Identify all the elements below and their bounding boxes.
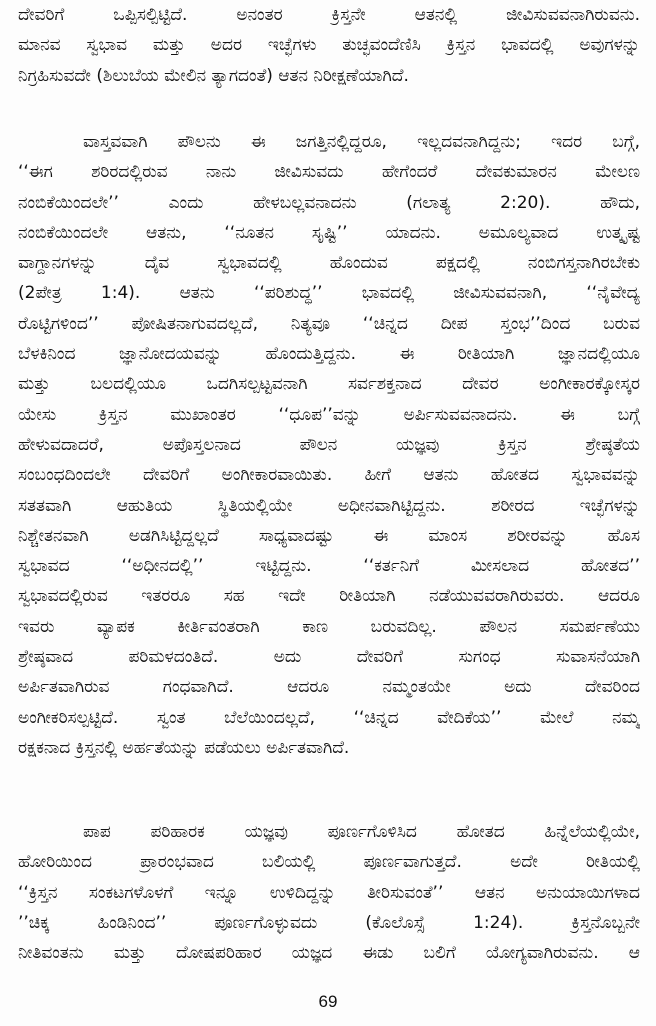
text-line: ‘‘ಈಗ ಶರಿರದಲ್ಲಿರುವ ನಾನು ಜೀವಿಸುವದು ಹೇಗೆಂದರೆ ದೇವಕುಮಾರನ ಮೇಲಣ [18, 162, 640, 183]
text-line: ನಂಬಿಕೆಯಿಂದಲೇ’’ ಎಂದು ಹೇಳಬಲ್ಲವನಾದನು (ಗಲಾತ್ಯ 2:20). ಹೌದು, [18, 192, 640, 213]
text-line: ಸ್ವಭಾವದಲ್ಲಿರುವ ಇತರರೂ ಸಹ ಇದೇ ರೀತಿಯಾಗಿ ನಡೆಯುವವರಾಗಿರುವರು. ಆದರೂ [18, 586, 640, 607]
text-line: ರೊಟ್ಟಿಗಳಿಂದ’’ ಪೋಷಿತನಾಗುವದಲ್ಲದೆ, ನಿತ್ಯವೂ ‘‘ಚಿನ್ನದ ದೀಪ ಸ್ತಂಭ’’ದಿಂದ ಬರುವ [18, 313, 640, 334]
text-line: ನಿಶ್ಚೇತನವಾಗಿ ಅಡಗಿಸಿಟ್ಟಿದ್ದಲ್ಲದೆ ಸಾಧ್ಯವಾದಷ್ಟು ಈ ಮಾಂಸ ಶರೀರವನ್ನು ಹೊಸ [18, 525, 640, 546]
paragraph-2 [18, 127, 640, 763]
text-line: ಅರ್ಪಿತವಾಗಿರುವ ಗಂಧವಾಗಿದೆ. ಆದರೂ ನಮ್ಮಂತಯೇ ಅದು ದೇವರಿಂದ [18, 677, 640, 698]
text-line: ‘‘ಕ್ರಿಸ್ತನ ಸಂಕಟಗಳೊಳಗೆ ಇನ್ನೂ ಉಳಿದಿದ್ದನ್ನು ತೀರಿಸುವಂತೆ’’ ಆತನ ಅನುಯಾಯಿಗಳಾದ [18, 882, 640, 903]
text-line: ಅಂಗೀಕರಿಸಲ್ಪಟ್ಟಿದೆ. ಸ್ವಂತ ಬೆಲೆಯಿಂದಲ್ಲದೆ, ‘‘ಚಿನ್ನದ ವೇದಿಕೆಯ’’ ಮೇಲೆ ನಮ್ಮ [18, 707, 640, 728]
text-line: ಸಂಬಂಧದಿಂದಲೇ ದೇವರಿಗೆ ಅಂಗೀಕಾರವಾಯಿತು. ಹೀಗೆ ಆತನು ಹೋತದ ಸ್ವಭಾವವನ್ನು [18, 465, 640, 486]
text-line: ಮಾನವ ಸ್ವಭಾವ ಮತ್ತು ಅದರ ಇಚ್ಛೆಗಳು ತುಚ್ಛವಂದೆಣಿಸಿ ಕ್ರಿಸ್ತನ ಭಾವದಲ್ಲಿ ಅವುಗಳನ್ನು [18, 35, 640, 56]
text-line: ದೇವರಿಗೆ ಒಪ್ಪಿಸಲ್ಪಿಟ್ಟಿದೆ. ಅನಂತರ ಕ್ರಿಸ್ತನೇ ಆತನಲ್ಲಿ ಜೀವಿಸುವವನಾಗಿರುವನು. [18, 5, 640, 25]
text-line: ಯೇಸು ಕ್ರಿಸ್ತನ ಮುಖಾಂತರ ‘‘ಧೂಪ’’ವನ್ನು ಅರ್ಪಿಸುವವನಾದನು. ಈ ಬಗ್ಗೆ [18, 404, 640, 425]
text-line: ಸ್ವಭಾವದ ‘‘ಅಧೀನದಲ್ಲಿ’’ ಇಟ್ಟಿದ್ದನು. ‘‘ಕರ್ತನಿಗೆ ಮೀಸಲಾದ ಹೋತದ’’ [18, 556, 640, 577]
text-line: ವಾಸ್ತವವಾಗಿ ಪೌಲನು ಈ ಜಗತ್ತಿನಲ್ಲಿದ್ದರೂ, ಇಲ್ಲದವನಾಗಿದ್ದನು; ಇದರ ಬಗ್ಗೆ, [83, 132, 640, 152]
text-line: ನಂಬಿಕೆಯಿಂದಲೇ ಆತನು, ‘‘ನೂತನ ಸೃಷ್ಟಿ’’ ಯಾದನು. ಅಮೂಲ್ಯವಾದ ಉತ್ಕೃಷ್ಟ [18, 222, 640, 243]
page-number: 69 [318, 992, 338, 1011]
text-line: ಬೆಳಕಿನಿಂದ ಜ್ಞಾನೋದಯವನ್ನು ಹೊಂದುತ್ತಿದ್ದನು. ಈ ರೀತಿಯಾಗಿ ಜ್ಞಾನದಲ್ಲಿಯೂ [18, 344, 640, 365]
text-line: ಹೋರಿಯಿಂದ ಪ್ರಾರಂಭವಾದ ಬಲಿಯಲ್ಲಿ ಪೂರ್ಣವಾಗುತ್ತದೆ. ಅದೇ ರೀತಿಯಲ್ಲಿ [18, 852, 640, 873]
text-line: ನೀತಿವಂತನು ಮತ್ತು ದೋಷಪರಿಹಾರ ಯಜ್ಞದ ಈಡು ಬಲಿಗೆ ಯೋಗ್ಯವಾಗಿರುವನು. ಆ [18, 943, 640, 964]
text-line: ಇವರು ವ್ಯಾಪಕ ಕೀರ್ತಿವಂತರಾಗಿ ಕಾಣ ಬರುವದಿಲ್ಲ. ಪೌಲನ ಸಮರ್ಪಣೆಯು [18, 616, 640, 637]
text-line: ’’ಚಿಕ್ಕ ಹಿಂಡಿನಿಂದ’’ ಪೂರ್ಣಗೊಳ್ಳುವದು (ಕೊಲೊಸ್ಸೆ 1:24). ಕ್ರಿಸ್ತನೊಬ್ಬನೇ [18, 912, 640, 933]
text-line: (2ಪೇತ್ರ 1:4). ಆತನು ‘‘ಪರಿಶುದ್ಧ’’ ಭಾವದಲ್ಲಿ ಜೀವಿಸುವವನಾಗಿ, ‘‘ನೈವೇದ್ಯ [18, 283, 640, 304]
text-line: ನಿಗ್ರಹಿಸುವದೇ (ಶಿಲುಬೆಯ ಮೇಲಿನ ತ್ಯಾಗದಂತೆ) ಆತನ ನಿರೀಕ್ಷಣೆಯಾಗಿದೆ. [18, 65, 409, 86]
text-line: ಶ್ರೇಷ್ಠವಾದ ಪರಿಮಳದಂತಿದೆ. ಅದು ದೇವರಿಗೆ ಸುಗಂಧ ಸುವಾಸನೆಯಾಗಿ [18, 647, 640, 668]
text-line: ಪಾಪ ಪರಿಹಾರಕ ಯಜ್ಞವು ಪೂರ್ಣಗೊಳಿಸಿದ ಹೋತದ ಹಿನ್ನೆಲೆಯಲ್ಲಿಯೇ, [83, 822, 640, 842]
text-line: ಹೇಳುವದಾದರೆ, ಅಪೊಸ್ತಲನಾದ ಪೌಲನ ಯಜ್ಞವು ಕ್ರಿಸ್ತನ ಶ್ರೇಷ್ಠತೆಯ [18, 434, 640, 455]
text-line: ಮತ್ತು ಬಲದಲ್ಲಿಯೂ ಒದಗಿಸಲ್ಪಟ್ಟವನಾಗಿ ಸರ್ವಶಕ್ತನಾದ ದೇವರ ಅಂಗೀಕಾರಕ್ಕೋಸ್ಕರ [18, 374, 640, 395]
text-line: ರಕ್ಷಕನಾದ ಕ್ರಿಸ್ತನಲ್ಲಿ ಅರ್ಹತೆಯನ್ನು ಪಡೆಯಲು ಅರ್ಪಿತವಾಗಿದೆ. [18, 737, 350, 758]
paragraph-1 [18, 0, 640, 91]
text-line: ವಾಗ್ದಾನಗಳನ್ನು ದೈವ ಸ್ವಭಾವದಲ್ಲಿ ಹೊಂದುವ ಪಕ್ಷದಲ್ಲಿ ನಂಬಿಗಸ್ತನಾಗಿರಬೇಕು [18, 253, 640, 274]
text-line: ಸತತವಾಗಿ ಆಹುತಿಯ ಸ್ಥಿತಿಯಲ್ಲಿಯೇ ಅಧೀನವಾಗಿಟ್ಟಿದ್ದನು. ಶರೀರದ ಇಚ್ಛೆಗಳನ್ನು [18, 495, 640, 516]
paragraph-3 [18, 817, 640, 968]
